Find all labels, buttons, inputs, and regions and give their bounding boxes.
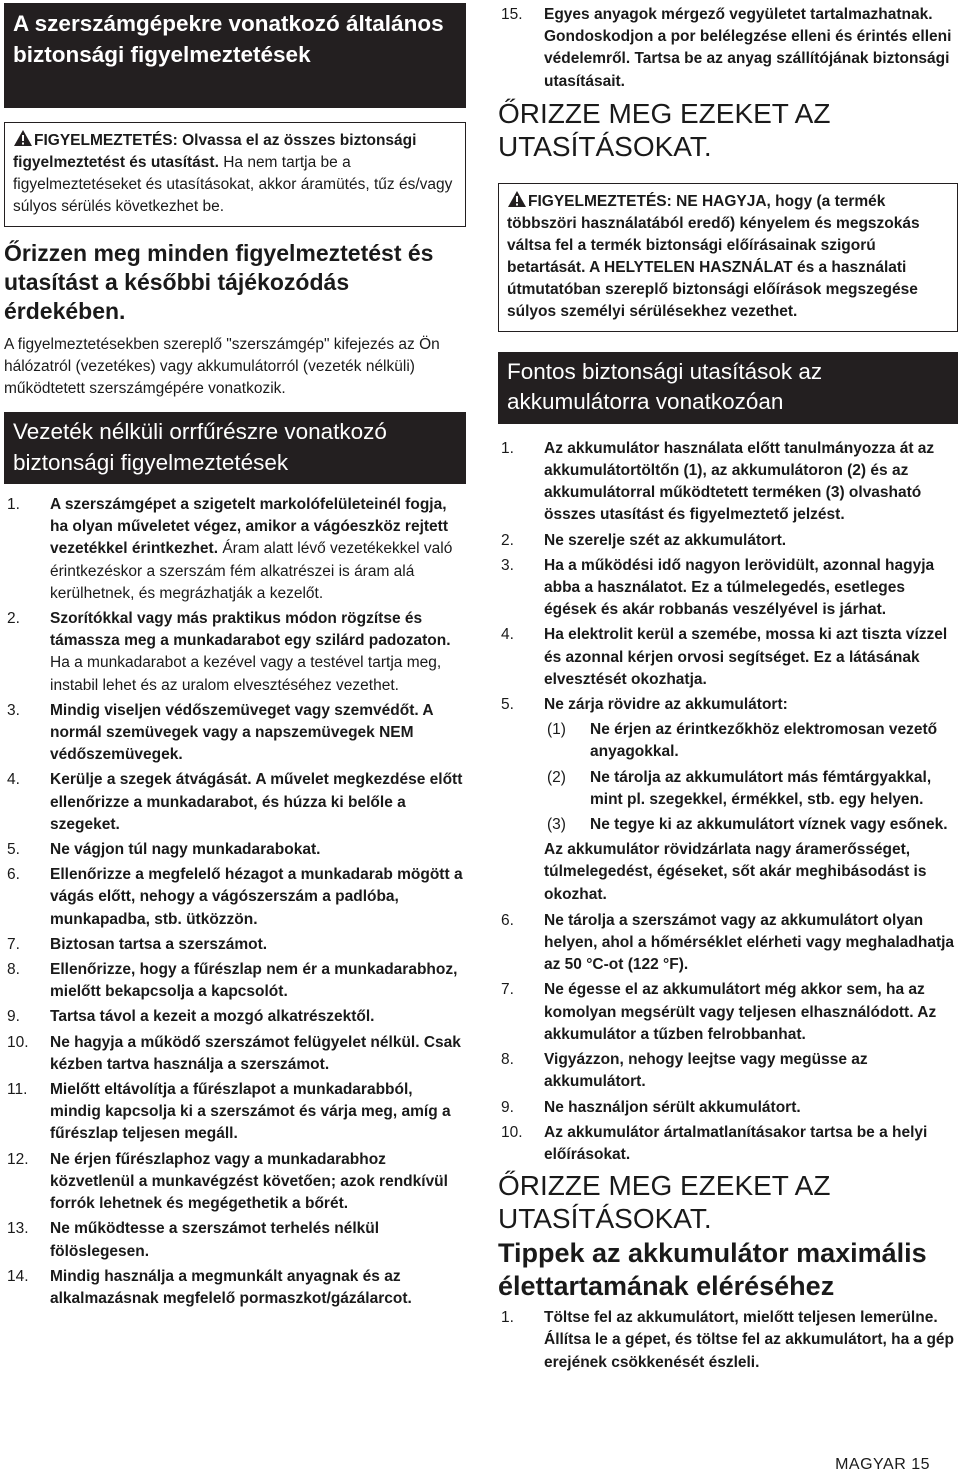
item-bold-text: Ne tárolja a szerszámot vagy az akkumulátort olyan helyen, ahol a hőmérséklet elérheti vagy meghaladhatja az 50 °C-ot (122 °F). [544,911,955,974]
item-bold-text: Ne szerelje szét az akkumulátort. [544,531,787,549]
item-number: 6. [7,866,20,884]
item-number: (3) [547,816,566,834]
item-bold-text: Mindig használja a megmunkált anyagnak és az alkalmazásnak megfelelő pormaszkot/gázálarcot. [50,1267,412,1307]
list-item [4,839,466,861]
list-item [544,719,958,763]
item-number: 4. [501,626,514,644]
list-item [498,4,958,93]
list-item [4,1079,466,1146]
list-item [4,494,466,605]
item-bold-text: Töltse fel az akkumulátort, mielőtt teljesen lemerülne. Állítsa le a gépet, és töltse fel az akkumulátort, ha a gép erejének csökkenését észleli. [544,1309,955,1371]
item-number: 10. [501,1123,523,1141]
keep-notice: Őrizzen meg minden figyelmeztetést és utasítást a későbbi tájékozódás érdekében. [4,240,434,324]
warning-label: FIGYELMEZTETÉS: [528,192,672,210]
warning-text: Ha nem tartja be a figyelmeztetéseket és utasításokat, akkor áramütés, tűz és/vagy súlyos sérülés következhet be. [13,154,453,215]
item-bold-text: Ne tegye ki az akkumulátort víznek vagy esőnek. [590,816,948,834]
list-item [4,959,466,1003]
item-number: 1. [501,439,514,457]
warning-box-2 [498,183,958,332]
item-number: 8. [501,1051,514,1069]
item-number: 3. [7,701,20,719]
keep-instructions-1: ŐRIZZE MEG EZEKET AZ UTASÍTÁSOKAT. [498,97,831,162]
item-number: 8. [7,961,20,979]
battery-list-continued [498,910,958,1166]
item-text: Ha a munkadarabot a kezével vagy a testével tartja meg, instabil lehet és az uralom elvesztéséhez vezethet. [50,654,442,694]
list-item [498,1049,958,1093]
warning-box [4,122,466,227]
item-bold-text: Mindig viseljen védőszemüveget vagy szemvédőt. A normál szemüvegek vagy a napszemüvegek NEM védőszemüvegek. [50,701,434,764]
item-bold-text: Tartsa távol a kezeit a mozgó alkatrészektől. [50,1008,375,1026]
list-item [498,530,958,552]
battery-list [498,438,958,716]
item-number: (2) [547,768,566,786]
list-item [4,1266,466,1310]
item-bold-text: Az akkumulátor használata előtt tanulmányozza át az akkumulátortöltőn (1), az akkumulátoron (2) és az akkumulátorral működtetett terméken (3) olvasható összes utasítást és figyelmeztető jelzést. [544,439,935,524]
warning-triangle-icon [507,190,527,208]
item-number: 1. [7,496,20,513]
main-title: A szerszámgépekre vonatkozó általános biztonsági figyelmeztetések [4,3,466,108]
list-item [498,1097,958,1119]
list-item [4,700,466,767]
item-bold-text: Ne zárja rövidre az akkumulátort: [544,696,788,714]
list-item [498,910,958,977]
item-bold-text: Szorítókkal vagy más praktikus módon rögzítse és támassza meg a munkadarabot egy szilárd padozaton. [50,610,451,650]
item-bold-text: Ellenőrizze, hogy a fűrészlap nem ér a munkadarabhoz, mielőtt bekapcsolja a kapcsolót. [50,961,458,1001]
list-item [498,624,958,691]
list-item [4,608,466,697]
item-bold-text: A szerszámgépet a szigetelt markolófelületeinél fogja, ha olyan műveletet végez, amikor a vágóeszköz rejtett vezetékkel érintkezhet. [50,496,448,558]
item-bold-text: Ne használjon sérült akkumulátort. [544,1098,801,1116]
item-bold-text: Kerülje a szegek átvágását. A művelet megkezdése előtt ellenőrizze a munkadarabot, és húzza ki belőle a szegeket. [50,771,463,833]
list-item [498,438,958,527]
item-bold-text: Biztosan tartsa a szerszámot. [50,935,268,953]
list-item [4,1218,466,1262]
item-number: 2. [501,531,514,549]
item-number: 9. [7,1008,20,1026]
item-number: 2. [7,610,20,628]
safety-list [4,494,466,1310]
item-number: 15. [501,6,523,23]
item-bold-text: Ha elektrolit kerül a szemébe, mossa ki azt tiszta vízzel és azonnal kérjen orvosi segítséget. Ez a látásának elvesztését okozhatja. [544,626,948,688]
item-bold-text: Ne érjen fűrészlaphoz vagy a munkadarabhoz közvetlenül a munkavégzést követően; azok rendkívül forrók lehetnek és megégethetik a bőrét. [50,1150,448,1213]
item-number: 4. [7,771,20,789]
item-bold-text: Egyes anyagok mérgező vegyületet tartalmazhatnak. Gondoskodjon a por belélegzése elleni és érintés elleni védelemről. Tartsa be az anyag szállítójának biztonsági utasításait. [544,6,952,90]
item-bold-text: Ha a működési idő nagyon lerövidült, azonnal hagyja abba a használatot. Ez a túlmelegedés, esetleges égések és akár robbanás veszélyével is járhat. [544,556,935,619]
item-bold-text: Ne égesse el az akkumulátort még akkor sem, ha az komolyan megsérült vagy teljesen elhasználódott. Az akkumulátor a tűzben felrobbanhat. [544,981,937,1043]
item-number: 7. [7,935,20,953]
list-item [4,1149,466,1216]
item-number: 7. [501,981,514,999]
item-number: 11. [7,1081,28,1099]
list-item [4,1006,466,1028]
list-item [4,864,466,931]
item-bold-text: Az akkumulátor ártalmatlanításakor tartsa be a helyi előírásokat. [544,1123,928,1163]
keep-instructions-2: ŐRIZZE MEG EZEKET AZ UTASÍTÁSOKAT. [498,1170,831,1235]
list-item [498,1307,958,1374]
item-bold-text: Ne vágjon túl nagy munkadarabokat. [50,841,321,859]
page-footer: MAGYAR 15 [835,1456,930,1473]
list-item [544,814,958,836]
item-bold-text: Vigyázzon, nehogy leejtse vagy megüsse az akkumulátort. [544,1051,868,1091]
short-circuit-sublist [544,719,958,836]
warning-triangle-icon [13,129,33,147]
warning-label: FIGYELMEZTETÉS: [34,132,178,149]
list-item [498,555,958,622]
tips-title: Tippek az akkumulátor maximális élettartamának eléréséhez [498,1238,927,1302]
list-item [498,694,958,716]
intro-text: A figyelmeztetésekben szereplő "szerszámgép" kifejezés az Ön hálózatról (vezetékes) vagy akkumulátorról (vezeték nélküli) működtetett szerszámgépére vonatkozik. [4,336,440,397]
warning-bold-text: Olvassa el az összes biztonsági figyelmeztetést és utasítást. [13,132,417,171]
list-item [544,767,958,811]
section-title: Vezeték nélküli orrfűrészre vonatkozó biztonsági figyelmeztetések [4,412,466,484]
item-bold-text: Ne működtesse a szerszámot terhelés nélkül fölöslegesen. [50,1220,380,1260]
item-number: 12. [7,1150,29,1168]
list-item [498,979,958,1046]
item-number: 6. [501,911,514,929]
safety-list-continued [498,4,958,93]
item-text: Áram alatt lévő vezetékekkel való érintkezéskor a szerszám fém alkatrészei is áram alá kerülhetnek, és megrázhatják a kezelőt. [50,540,453,602]
item-number: 5. [7,841,20,859]
list-item [4,1032,466,1076]
warning-text: NE HAGYJA, hogy (a termék többszöri használatából eredő) kényelem és megszokás váltsa fel a termék biztonsági előírásainak szigorú betartását. A HELYTELEN HASZNÁLAT és a használati útmutatóban szereplő biztonsági előírások megszegése súlyos személyi sérülésekhez vezethet. [507,192,920,320]
list-item [4,769,466,836]
battery-section-title: Fontos biztonsági utasítások az akkumulátorra vonatkozóan [498,352,958,424]
list-item [4,934,466,956]
item-number: 3. [501,556,514,574]
item-bold-text: Ellenőrizze a megfelelő hézagot a munkadarab mögött a vágás előtt, nehogy a vágószerszám a padlóba, munkapadba, stb. ütközzön. [50,866,463,928]
tips-list [498,1307,958,1374]
item-number: 9. [501,1098,514,1116]
short-circuit-note: Az akkumulátor rövidzárlata nagy áramerősséget, túlmelegedést, égéseket, sőt akár meghibásodást is okozhat. [544,841,927,903]
item-number: 5. [501,696,514,714]
left-column [4,0,466,1313]
item-number: 14. [7,1267,29,1285]
right-column [498,0,958,1377]
item-number: 10. [7,1033,29,1051]
item-number: (1) [547,721,566,739]
list-item [498,1122,958,1166]
item-bold-text: Ne tárolja az akkumulátort más fémtárgyakkal, mint pl. szegekkel, érmékkel, stb. egy helyen. [590,768,932,808]
item-bold-text: Ne érjen az érintkezőkhöz elektromosan vezető anyagokkal. [590,721,938,761]
item-number: 13. [7,1220,29,1238]
item-number: 1. [501,1309,514,1327]
item-bold-text: Mielőtt eltávolítja a fűrészlapot a munkadarabból, mindig kapcsolja ki a szerszámot és várja meg, amíg a fűrészlap teljesen megáll. [50,1081,451,1143]
item-bold-text: Ne hagyja a működő szerszámot felügyelet nélkül. Csak kézben tartva használja a szerszámot. [50,1033,461,1073]
